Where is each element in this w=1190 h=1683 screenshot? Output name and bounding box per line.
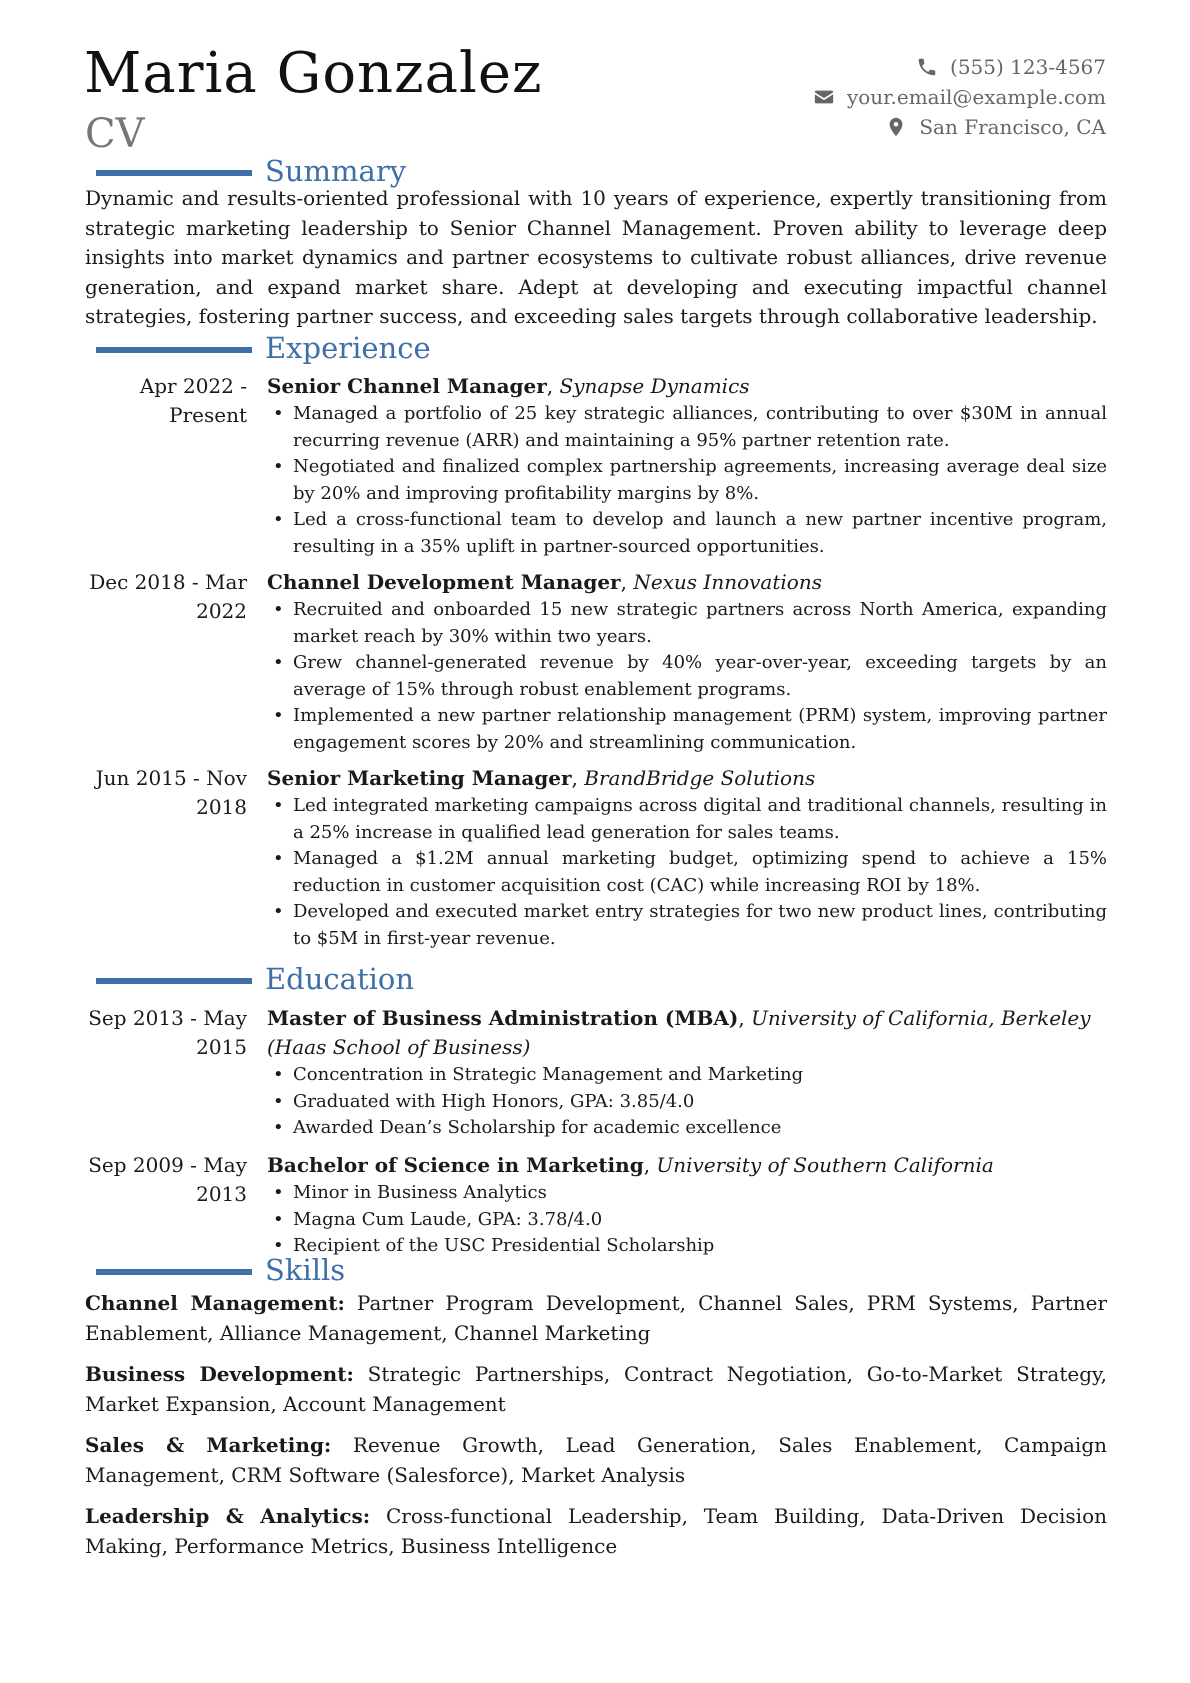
entry-body [267, 1004, 1107, 1142]
list-item: • Led a cross-functional team to develop and launch a new partner incentive program, resulting in a 35% uplift in partner-sourced opportunities. [267, 507, 1107, 560]
skill-row [85, 1289, 1107, 1348]
entry-date: Sep 2009 - May 2013 [88, 1153, 247, 1206]
entry-heading: Senior Channel Manager, Synapse Dynamics [267, 374, 750, 398]
institution-name: University of Southern California [656, 1153, 994, 1177]
section-header-experience [96, 331, 431, 365]
job-title: Senior Channel Manager [267, 374, 547, 398]
company-name: Nexus Innovations [633, 570, 822, 594]
section-header-education [96, 962, 414, 996]
section-header-skills [96, 1253, 345, 1287]
bullet-list [267, 1180, 1107, 1260]
entry-date: Apr 2022 - Present [139, 374, 247, 427]
location-text: San Francisco, CA [919, 115, 1106, 139]
section-bar [96, 978, 252, 984]
section-title-experience: Experience [265, 331, 431, 365]
degree-title: Bachelor of Science in Marketing [267, 1153, 644, 1177]
skill-category: Sales & Marketing: [85, 1433, 332, 1457]
section-header-summary [96, 154, 406, 188]
job-title: Senior Marketing Manager [267, 766, 572, 790]
entry-body [267, 568, 1107, 756]
company-name: BrandBridge Solutions [584, 766, 816, 790]
document-subtitle: CV [85, 111, 145, 157]
institution-name: University of California, Berkeley (Haas School of Business) [267, 1006, 1091, 1059]
degree-title: Master of Business Administration (MBA) [267, 1006, 739, 1030]
skill-row [85, 1502, 1107, 1561]
entry-heading: Master of Business Administration (MBA), University of California, Berkeley (Haas School of Business) [267, 1006, 1091, 1059]
entry-heading: Channel Development Manager, Nexus Innovations [267, 570, 822, 594]
bullet-list [267, 401, 1107, 560]
skill-row [85, 1360, 1107, 1419]
list-item: • Recipient of the USC Presidential Scholarship [267, 1233, 1107, 1260]
bullet-list [267, 793, 1107, 952]
list-item: • Graduated with High Honors, GPA: 3.85/4.0 [267, 1089, 1107, 1116]
phone-text[interactable]: (555) 123-4567 [950, 55, 1106, 79]
entry-date: Jun 2015 - Nov 2018 [95, 766, 247, 819]
entry-date: Dec 2018 - Mar 2022 [89, 570, 247, 623]
map-marker-icon [885, 116, 907, 138]
entry-heading: Bachelor of Science in Marketing, University of Southern California [267, 1153, 994, 1177]
list-item: • Led integrated marketing campaigns across digital and traditional channels, resulting in a 25% increase in qualified lead generation for sales teams. [267, 793, 1107, 846]
skill-items: Revenue Growth, Lead Generation, Sales Enablement, Campaign Management, CRM Software (Salesforce), Market Analysis [85, 1433, 1108, 1487]
list-item: • Minor in Business Analytics [267, 1180, 1107, 1207]
entry-date: Sep 2013 - May 2015 [88, 1006, 247, 1059]
person-name: Maria Gonzalez [84, 41, 543, 106]
list-item: • Managed a $1.2M annual marketing budget, optimizing spend to achieve a 15% reduction in customer acquisition cost (CAC) while increasing ROI by 18%. [267, 846, 1107, 899]
list-item: • Awarded Dean’s Scholarship for academic excellence [267, 1115, 1107, 1142]
entry-body [267, 1151, 1107, 1260]
section-bar [96, 170, 252, 176]
summary-text: Dynamic and results-oriented professional with 10 years of experience, expertly transitioning from strategic marketing leadership to Senior Channel Management. Proven ability to leverage deep insights into market dynamics and partner ecosystems to cultivate robust alliances, drive revenue generation, and expand market share. Adept at developing and executing impactful channel strategies, fostering partner success, and exceeding sales targets through collaborative leadership. [85, 186, 1107, 328]
list-item: • Implemented a new partner relationship management (PRM) system, improving partner engagement scores by 20% and streamlining communication. [267, 703, 1107, 756]
phone-icon [916, 56, 938, 78]
contact-location [686, 112, 1106, 142]
entry-body [267, 372, 1107, 560]
skill-row [85, 1431, 1107, 1490]
skill-items: Cross-functional Leadership, Team Building, Data-Driven Decision Making, Performance Metrics, Business Intelligence [85, 1504, 1107, 1558]
skill-items: Partner Program Development, Channel Sales, PRM Systems, Partner Enablement, Alliance Management, Channel Marketing [85, 1291, 1108, 1345]
section-title-skills: Skills [265, 1253, 346, 1287]
section-bar [96, 347, 252, 353]
envelope-icon [813, 86, 835, 108]
bullet-list [267, 597, 1107, 756]
contact-email [686, 82, 1106, 112]
list-item: • Magna Cum Laude, GPA: 3.78/4.0 [267, 1207, 1107, 1234]
entry-heading: Senior Marketing Manager, BrandBridge Solutions [267, 766, 816, 790]
list-item: • Recruited and onboarded 15 new strategic partners across North America, expanding market reach by 30% within two years. [267, 597, 1107, 650]
list-item: • Developed and executed market entry strategies for two new product lines, contributing to $5M in first-year revenue. [267, 899, 1107, 952]
section-title-summary: Summary [265, 154, 407, 188]
skill-category: Channel Management: [85, 1291, 345, 1315]
company-name: Synapse Dynamics [559, 374, 750, 398]
list-item: • Concentration in Strategic Management and Marketing [267, 1062, 1107, 1089]
entry-body [267, 764, 1107, 952]
section-bar [96, 1269, 252, 1275]
section-title-education: Education [265, 962, 415, 996]
skill-items: Strategic Partnerships, Contract Negotiation, Go-to-Market Strategy, Market Expansion, Account Management [85, 1362, 1108, 1416]
skill-category: Business Development: [85, 1362, 354, 1386]
skill-category: Leadership & Analytics: [85, 1504, 371, 1528]
list-item: • Grew channel-generated revenue by 40% year-over-year, exceeding targets by an average of 15% through robust enablement programs. [267, 650, 1107, 703]
list-item: • Negotiated and finalized complex partnership agreements, increasing average deal size by 20% and improving profitability margins by 8%. [267, 454, 1107, 507]
bullet-list [267, 1062, 1107, 1142]
contact-block [686, 52, 1106, 142]
job-title: Channel Development Manager [267, 570, 621, 594]
email-link[interactable]: your.email@example.com [846, 85, 1106, 109]
contact-phone [686, 52, 1106, 82]
list-item: • Managed a portfolio of 25 key strategic alliances, contributing to over $30M in annual recurring revenue (ARR) and maintaining a 95% partner retention rate. [267, 401, 1107, 454]
skills-list [85, 1289, 1107, 1573]
